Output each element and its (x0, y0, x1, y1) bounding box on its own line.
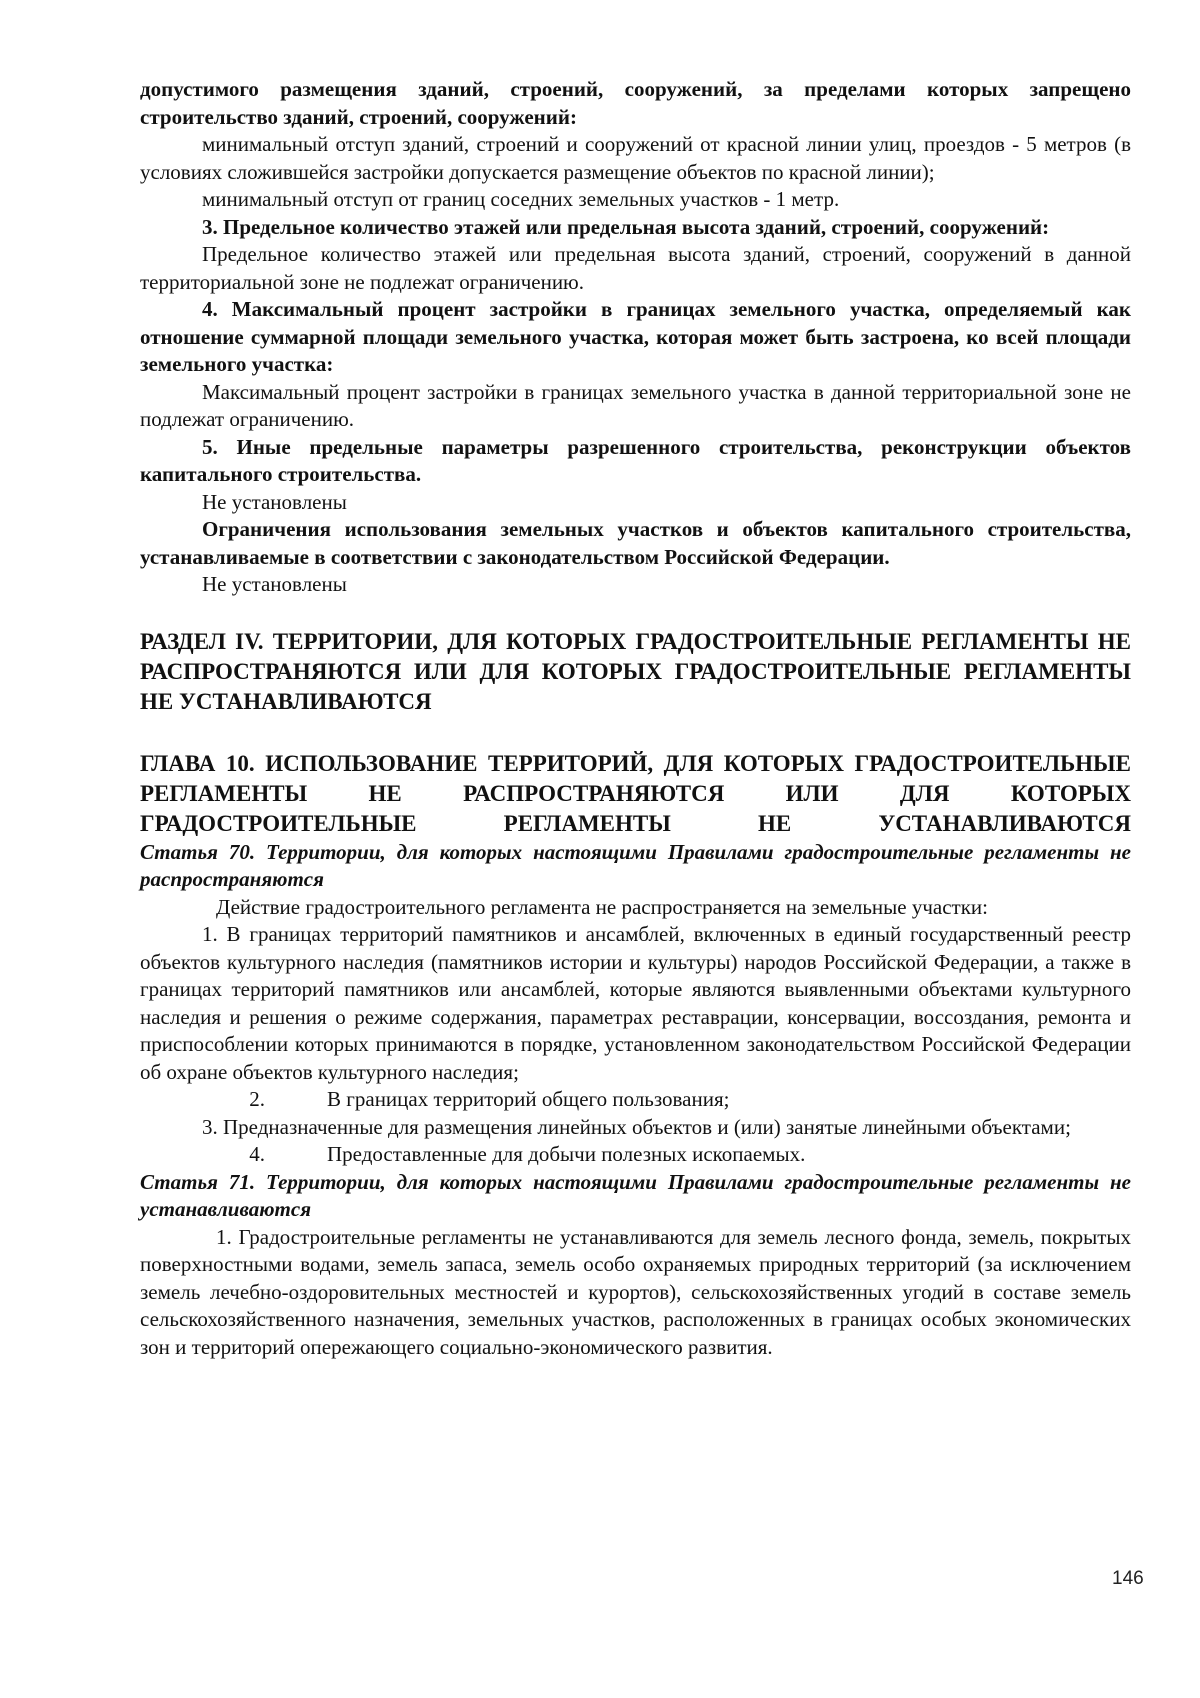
list-item-number: 4. (249, 1142, 265, 1166)
list-item-text: Предоставленные для добычи полезных ископаемых. (327, 1142, 806, 1166)
paragraph: Предельное количество этажей или предельная высота зданий, строений, сооружений в данной территориальной зоне не подлежат ограничению. (140, 242, 1131, 294)
chapter-heading: ГЛАВА 10. ИСПОЛЬЗОВАНИЕ ТЕРРИТОРИЙ, ДЛЯ КОТОРЫХ ГРАДОСТРОИТЕЛЬНЫЕ РЕГЛАМЕНТЫ НЕ РАСПРОСТРАНЯЮТСЯ ИЛИ ДЛЯ КОТОРЫХ ГРАДОСТРОИТЕЛЬНЫЕ РЕГЛАМЕНТЫ НЕ УСТАНАВЛИВАЮТСЯ (140, 750, 1131, 836)
document-page (140, 76, 1131, 1361)
paragraph-bold: Ограничения использования земельных участков и объектов капитального строительства, устанавливаемые в соответствии с законодательством Российской Федерации. (140, 517, 1131, 569)
section-heading: РАЗДЕЛ IV. ТЕРРИТОРИИ, ДЛЯ КОТОРЫХ ГРАДОСТРОИТЕЛЬНЫЕ РЕГЛАМЕНТЫ НЕ РАСПРОСТРАНЯЮТСЯ ИЛИ ДЛЯ КОТОРЫХ ГРАДОСТРОИТЕЛЬНЫЕ РЕГЛАМЕНТЫ НЕ УСТАНАВЛИВАЮТСЯ (140, 628, 1131, 714)
paragraph-bold: 4. Максимальный процент застройки в границах земельного участка, определяемый как отношение суммарной площади земельного участка, которая может быть застроена, ко всей площади земельного участка: (140, 297, 1131, 376)
paragraph-bold: допустимого размещения зданий, строений, сооружений, за пределами которых запрещено строительство зданий, строений, сооружений: (140, 77, 1131, 129)
list-item-text: В границах территорий общего пользования; (327, 1087, 730, 1111)
paragraph-bold: 5. Иные предельные параметры разрешенного строительства, реконструкции объектов капитального строительства. (140, 434, 1131, 486)
paragraph: 1. Градостроительные регламенты не устанавливаются для земель лесного фонда, земель, покрытых поверхностными водами, земель запаса, земель особо охраняемых природных территорий (за исключением земель лечебно-оздоровительных местностей и курортов), сельскохозяйственных угодий в составе земель сельскохозяйственного назначения, земельных участков, расположенных в границах особых экономических зон и территорий опережающего социально-экономического развития. (140, 1224, 1131, 1359)
paragraph: Не установлены (202, 572, 347, 596)
article-71-title: Статья 71. Территории, для которых настоящими Правилами градостроительные регламенты не устанавливаются (140, 1169, 1131, 1221)
paragraph: минимальный отступ зданий, строений и сооружений от красной линии улиц, проездов - 5 метров (в условиях сложившейся застройки допускается размещение объектов по красной линии); (140, 132, 1131, 184)
list-item (140, 1086, 1131, 1114)
paragraph: Максимальный процент застройки в границах земельного участка в данной территориальной зоне не подлежат ограничению. (140, 379, 1131, 431)
list-item-number: 2. (249, 1087, 265, 1111)
paragraph-bold: 3. Предельное количество этажей или предельная высота зданий, строений, сооружений: (202, 214, 1050, 239)
list-item: 3. Предназначенные для размещения линейных объектов и (или) занятые линейными объектами; (202, 1114, 1071, 1139)
article-70-title: Статья 70. Территории, для которых настоящими Правилами градостроительные регламенты не распространяются (140, 839, 1131, 891)
paragraph: минимальный отступ от границ соседних земельных участков - 1 метр. (202, 187, 840, 211)
list-item (140, 1141, 1131, 1169)
paragraph: Действие градостроительного регламента не распространяется на земельные участки: (216, 894, 988, 919)
list-item: 1. В границах территорий памятников и ансамблей, включенных в единый государственный реестр объектов культурного наследия (памятников истории и культуры) народов Российской Федерации, а также в границах территорий памятников или ансамблей, которые являются выявленными объектами культурного наследия и решения о режиме содержания, параметрах реставрации, консервации, воссоздания, ремонта и приспособлении которых принимаются в порядке, установленном законодательством Российской Федерации об охране объектов культурного наследия; (140, 922, 1131, 1084)
paragraph: Не установлены (202, 489, 347, 514)
page-number: 146 (1112, 1568, 1144, 1589)
